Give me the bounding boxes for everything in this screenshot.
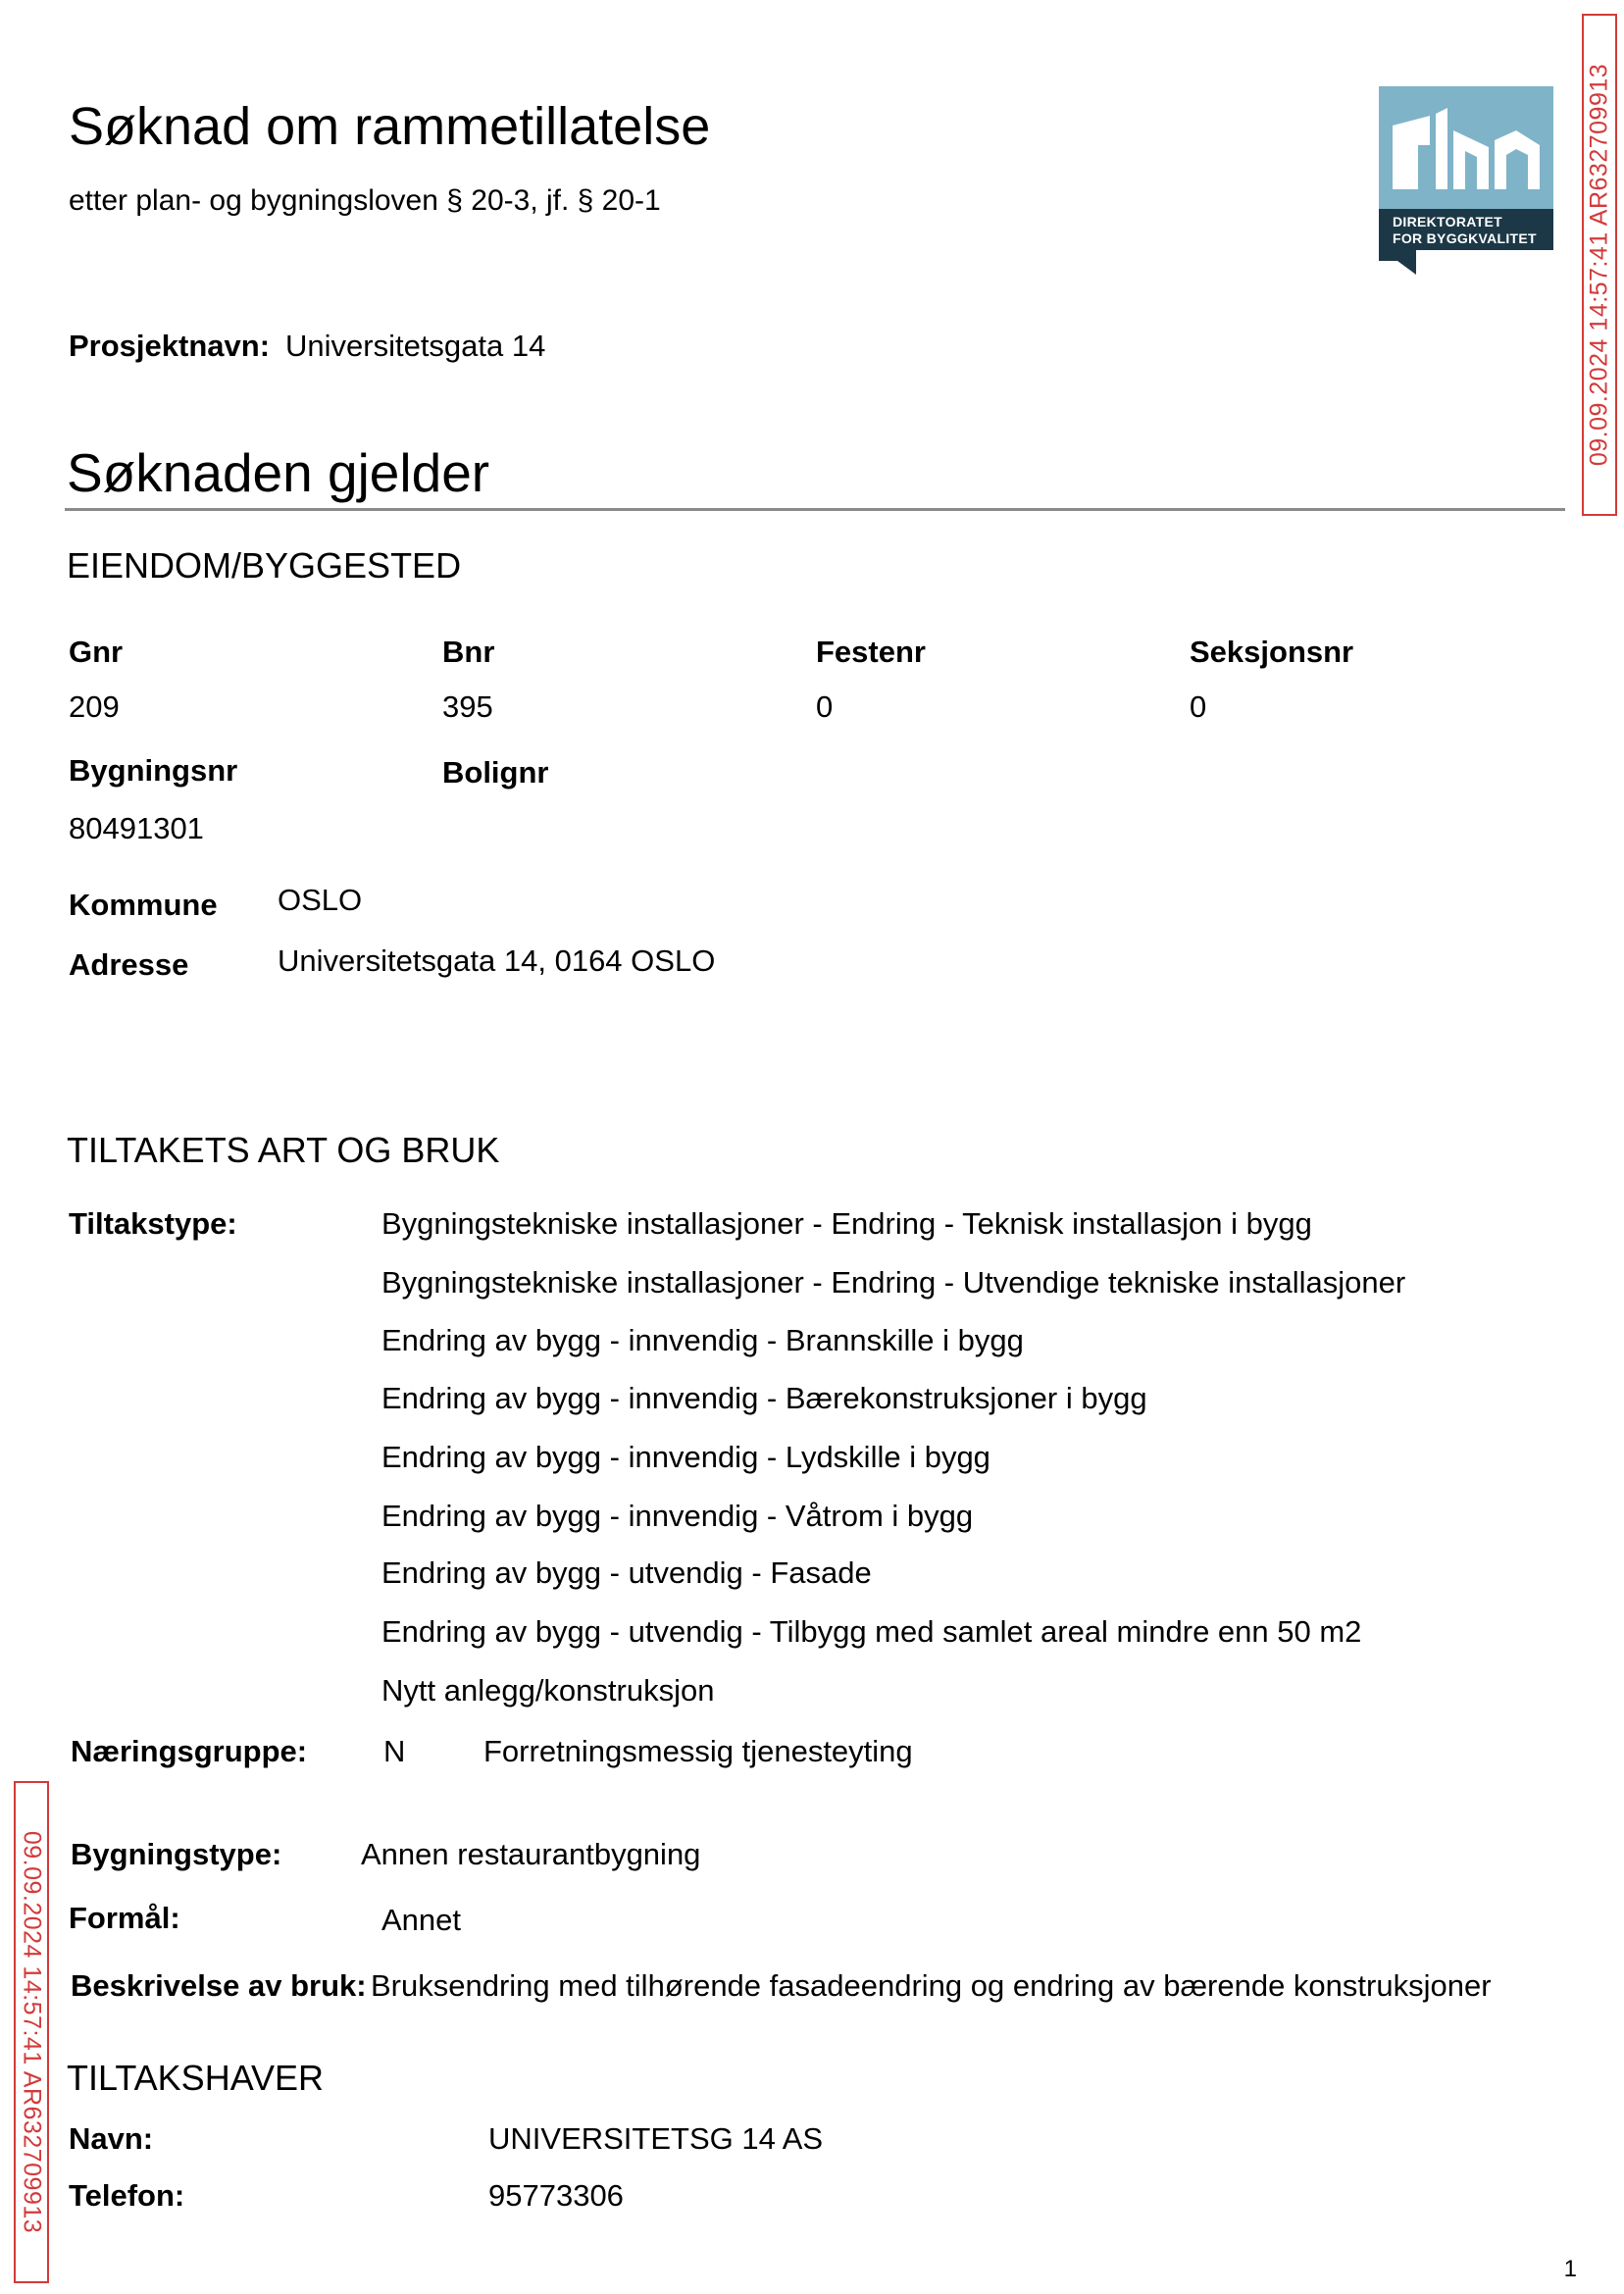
- kommune-label: Kommune: [69, 888, 218, 922]
- tiltakstype-item: Endring av bygg - utvendig - Tilbygg med samlet areal mindre enn 50 m2: [381, 1614, 1362, 1649]
- navn-value: UNIVERSITETSG 14 AS: [488, 2121, 824, 2156]
- tiltakstype-label: Tiltakstype:: [69, 1206, 237, 1241]
- navn-label: Navn:: [69, 2121, 154, 2156]
- bygningsnr-value: 80491301: [69, 811, 204, 845]
- tiltakstype-item: Endring av bygg - utvendig - Fasade: [381, 1555, 872, 1590]
- tiltakstype-item: Endring av bygg - innvendig - Brannskille i bygg: [381, 1323, 1024, 1357]
- formaal-label: Formål:: [69, 1901, 180, 1935]
- tiltakstype-item: Bygningstekniske installasjoner - Endring - Utvendige tekniske installasjoner: [381, 1265, 1406, 1300]
- bnr-value: 395: [442, 689, 493, 724]
- seksjonsnr-value: 0: [1190, 689, 1207, 724]
- telefon-value: 95773306: [488, 2178, 624, 2213]
- adresse-label: Adresse: [69, 947, 189, 982]
- stamp-text-right: 09.09.2024 14:57:41 AR632709913: [1585, 63, 1613, 467]
- project-name-label: Prosjektnavn:: [69, 329, 271, 363]
- gnr-label: Gnr: [69, 635, 124, 669]
- tiltakstype-item: Endring av bygg - innvendig - Våtrom i bygg: [381, 1499, 974, 1533]
- kommune-value: OSLO: [278, 883, 363, 917]
- bnr-label: Bnr: [442, 635, 495, 669]
- document-title: Søknad om rammetillatelse: [69, 97, 711, 156]
- formaal-value: Annet: [381, 1903, 462, 1937]
- bygningstype-value: Annen restaurantbygning: [361, 1837, 701, 1871]
- festenr-value: 0: [816, 689, 834, 724]
- naeringsgruppe-value: Forretningsmessig tjenesteyting: [483, 1734, 913, 1768]
- timestamp-stamp-right: [1582, 14, 1617, 516]
- tiltakstype-item: Endring av bygg - innvendig - Bærekonstruksjoner i bygg: [381, 1381, 1147, 1415]
- timestamp-stamp-left: [14, 1781, 49, 2283]
- gnr-value: 209: [69, 689, 120, 724]
- naeringsgruppe-label: Næringsgruppe:: [71, 1734, 308, 1768]
- telefon-label: Telefon:: [69, 2178, 185, 2213]
- logo-line-1: DIREKTORATET: [1393, 214, 1502, 229]
- naeringsgruppe-code: N: [383, 1734, 406, 1768]
- tiltakstype-item: Nytt anlegg/konstruksjon: [381, 1673, 715, 1708]
- tiltakstype-item: Endring av bygg - innvendig - Lydskille i bygg: [381, 1440, 990, 1474]
- festenr-label: Festenr: [816, 635, 926, 669]
- bygningsnr-label: Bygningsnr: [69, 753, 238, 788]
- stamp-text-left: 09.09.2024 14:57:41 AR632709913: [18, 1830, 46, 2234]
- application-concerns-heading: Søknaden gjelder: [67, 442, 490, 503]
- beskrivelse-value: Bruksendring med tilhørende fasadeendring og endring av bærende konstruksjoner: [371, 1968, 1492, 2003]
- seksjonsnr-label: Seksjonsnr: [1190, 635, 1354, 669]
- document-subtitle: etter plan- og bygningsloven § 20-3, jf. § 20-1: [69, 184, 661, 217]
- page-number: 1: [1563, 2256, 1577, 2282]
- section-eiendom-title: EIENDOM/BYGGESTED: [67, 545, 462, 586]
- project-name-value: Universitetsgata 14: [285, 329, 546, 363]
- tiltakstype-item: Bygningstekniske installasjoner - Endring - Teknisk installasjon i bygg: [381, 1206, 1312, 1241]
- section-tiltakshaver-title: TILTAKSHAVER: [67, 2058, 325, 2098]
- section-tiltak-title: TILTAKETS ART OG BRUK: [67, 1130, 500, 1170]
- beskrivelse-label: Beskrivelse av bruk:: [71, 1968, 367, 2003]
- bolignr-label: Bolignr: [442, 755, 549, 790]
- bygningstype-label: Bygningstype:: [71, 1837, 282, 1871]
- dibk-logo: [1379, 86, 1553, 275]
- heading-divider: [65, 508, 1565, 511]
- logo-line-2: FOR BYGGKVALITET: [1393, 230, 1537, 246]
- adresse-value: Universitetsgata 14, 0164 OSLO: [278, 943, 716, 978]
